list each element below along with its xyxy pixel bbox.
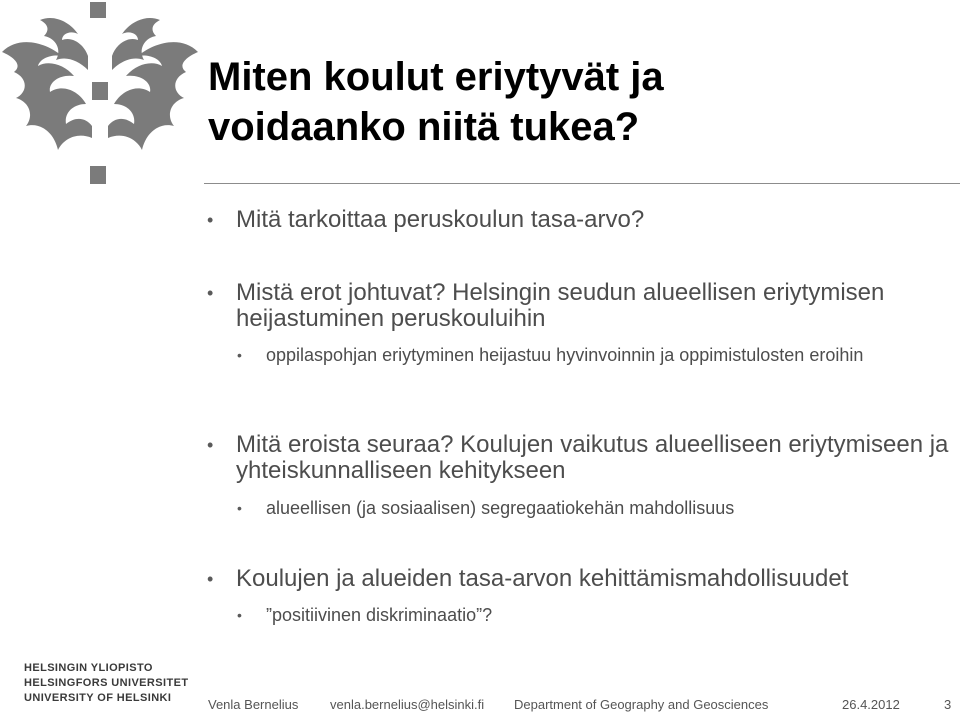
bullet-item xyxy=(207,565,956,592)
sub-bullet-text: oppilaspohjan eriytyminen heijastuu hyvinvoinnin ja oppimistulosten eroihin xyxy=(266,345,864,365)
bullet-text: Mistä erot johtuvat? Helsingin seudun alueellisen eriytymisen heijastuminen peruskouluihin xyxy=(236,279,885,332)
slide-title-line-2: voidaanko niitä tukea? xyxy=(208,105,640,149)
bullet-item xyxy=(207,279,956,332)
bullet-item xyxy=(207,206,956,233)
slide-title-line-1: Miten koulut eriytyvät ja xyxy=(208,55,664,99)
sub-bullet-item xyxy=(237,604,946,626)
footer-email: venla.bernelius@helsinki.fi xyxy=(330,697,485,712)
sub-bullet-text: alueellisen (ja sosiaalisen) segregaatiokehän mahdollisuus xyxy=(266,498,735,518)
bullet-marker: • xyxy=(207,435,214,455)
bullet-text: Mitä tarkoittaa peruskoulun tasa-arvo? xyxy=(236,206,645,233)
footer-date: 26.4.2012 xyxy=(842,697,900,712)
page-number: 3 xyxy=(944,697,952,712)
sub-bullet-text: ”positiivinen diskriminaatio”? xyxy=(266,605,493,625)
sub-bullet-item xyxy=(237,497,946,519)
university-wordmark xyxy=(24,661,188,706)
sub-bullet-marker: • xyxy=(237,500,242,516)
sub-bullet-marker: • xyxy=(237,347,242,363)
sub-bullet-marker: • xyxy=(237,607,242,623)
bullet-text: Koulujen ja alueiden tasa-arvon kehittämismahdollisuudet xyxy=(236,565,849,592)
university-name-en: UNIVERSITY OF HELSINKI xyxy=(24,692,172,704)
bullet-marker: • xyxy=(207,283,214,303)
bullet-item xyxy=(207,431,956,484)
bullet-marker: • xyxy=(207,210,214,230)
bullet-text: Mitä eroista seuraa? Koulujen vaikutus alueelliseen eriytymiseen ja yhteiskunnalliseen kehitykseen xyxy=(236,431,949,484)
bullet-marker: • xyxy=(207,569,214,589)
footer-author: Venla Bernelius xyxy=(208,697,299,712)
university-name-sv: HELSINGFORS UNIVERSITET xyxy=(24,677,189,689)
footer-department: Department of Geography and Geosciences xyxy=(514,697,769,712)
sub-bullet-item xyxy=(237,344,946,366)
university-name-fi: HELSINGIN YLIOPISTO xyxy=(24,662,153,674)
